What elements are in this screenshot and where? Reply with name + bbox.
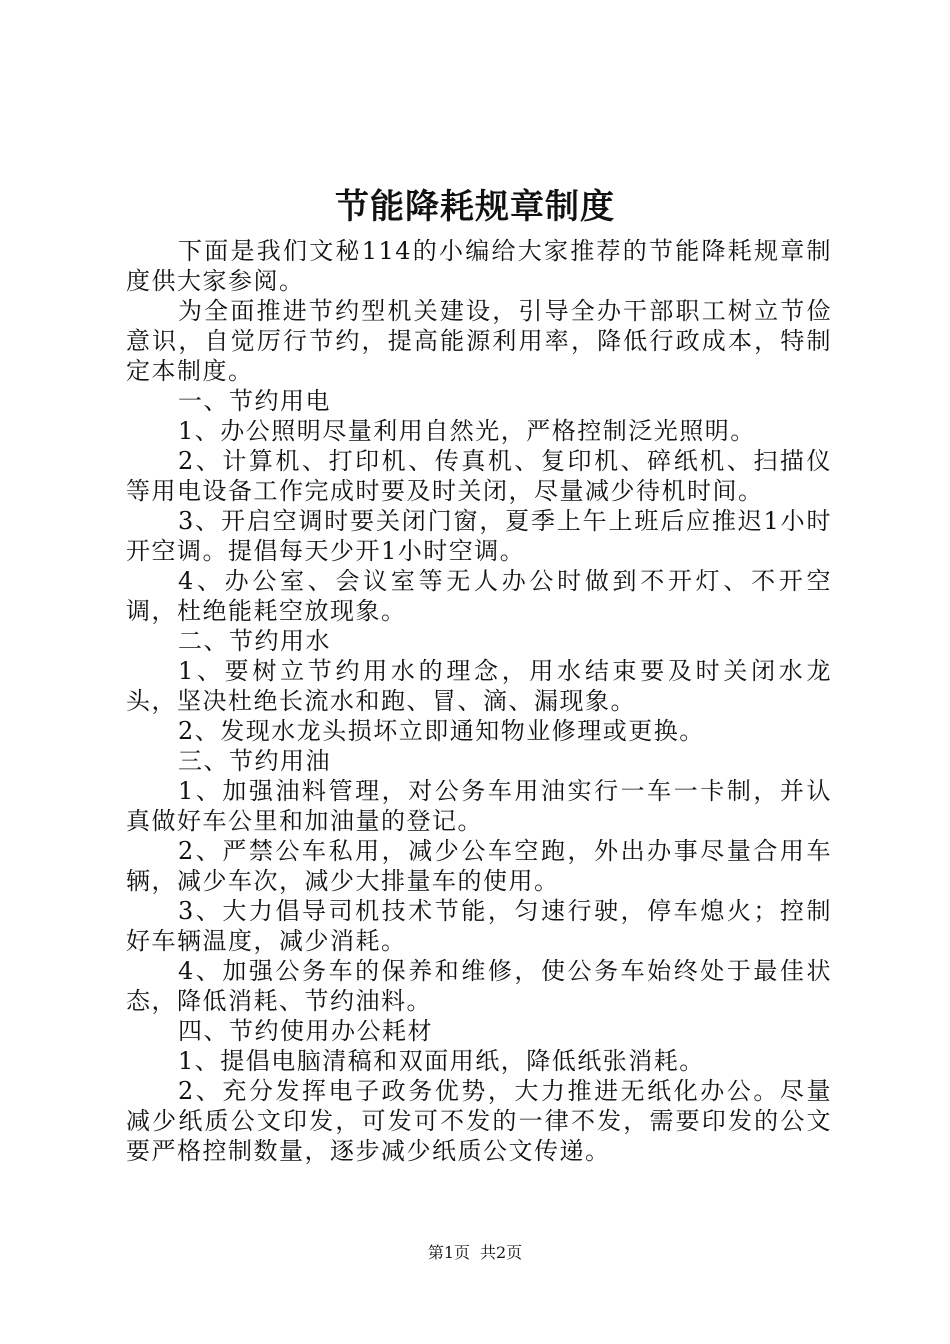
office-supplies-item-1: 1、提倡电脑清稿和双面用纸，降低纸张消耗。	[178, 1047, 705, 1075]
document-title: 节能降耗规章制度	[335, 187, 615, 227]
page-footer	[0, 1241, 950, 1265]
section-heading-office-supplies: 四、节约使用办公耗材	[178, 1017, 433, 1045]
water-item-2: 2、发现水龙头损坏立即通知物业修理或更换。	[178, 717, 705, 745]
fuel-item-4: 4、加强公务车的保养和维修，使公务车始终处于最佳状态，降低消耗、节约油料。	[126, 957, 832, 1015]
fuel-item-3: 3、大力倡导司机技术节能，匀速行驶，停车熄火；控制好车辆温度，减少消耗。	[126, 897, 832, 955]
fuel-item-1: 1、加强油料管理，对公务车用油实行一车一卡制，并认真做好车公里和加油量的登记。	[126, 777, 832, 835]
intro-paragraph: 下面是我们文秘114的小编给大家推荐的节能降耗规章制度供大家参阅。	[126, 237, 832, 295]
section-heading-fuel: 三、节约用油	[178, 747, 331, 775]
fuel-item-2: 2、严禁公车私用，减少公车空跑，外出办事尽量合用车辆，减少车次，减少大排量车的使用。	[126, 837, 832, 895]
purpose-paragraph: 为全面推进节约型机关建设，引导全办干部职工树立节俭意识，自觉厉行节约，提高能源利用率，降低行政成本，特制定本制度。	[126, 297, 832, 385]
electricity-item-4: 4、办公室、会议室等无人办公时做到不开灯、不开空调，杜绝能耗空放现象。	[126, 567, 832, 625]
document-body	[126, 236, 832, 1166]
electricity-item-3: 3、开启空调时要关闭门窗，夏季上午上班后应推迟1小时开空调。提倡每天少开1小时空调。	[126, 507, 832, 565]
section-heading-electricity: 一、节约用电	[178, 387, 331, 415]
electricity-item-1: 1、办公照明尽量利用自然光，严格控制泛光照明。	[178, 417, 756, 445]
section-heading-water: 二、节约用水	[178, 627, 331, 655]
electricity-item-2: 2、计算机、打印机、传真机、复印机、碎纸机、扫描仪等用电设备工作完成时要及时关闭，尽量减少待机时间。	[126, 447, 832, 505]
page-number-current: 第1页	[427, 1243, 470, 1262]
office-supplies-item-2: 2、充分发挥电子政务优势，大力推进无纸化办公。尽量减少纸质公文印发，可发可不发的一律不发，需要印发的公文要严格控制数量，逐步减少纸质公文传递。	[126, 1077, 832, 1165]
page-number-total: 共2页	[480, 1243, 523, 1262]
water-item-1: 1、要树立节约用水的理念，用水结束要及时关闭水龙头，坚决杜绝长流水和跑、冒、滴、漏现象。	[126, 657, 832, 715]
